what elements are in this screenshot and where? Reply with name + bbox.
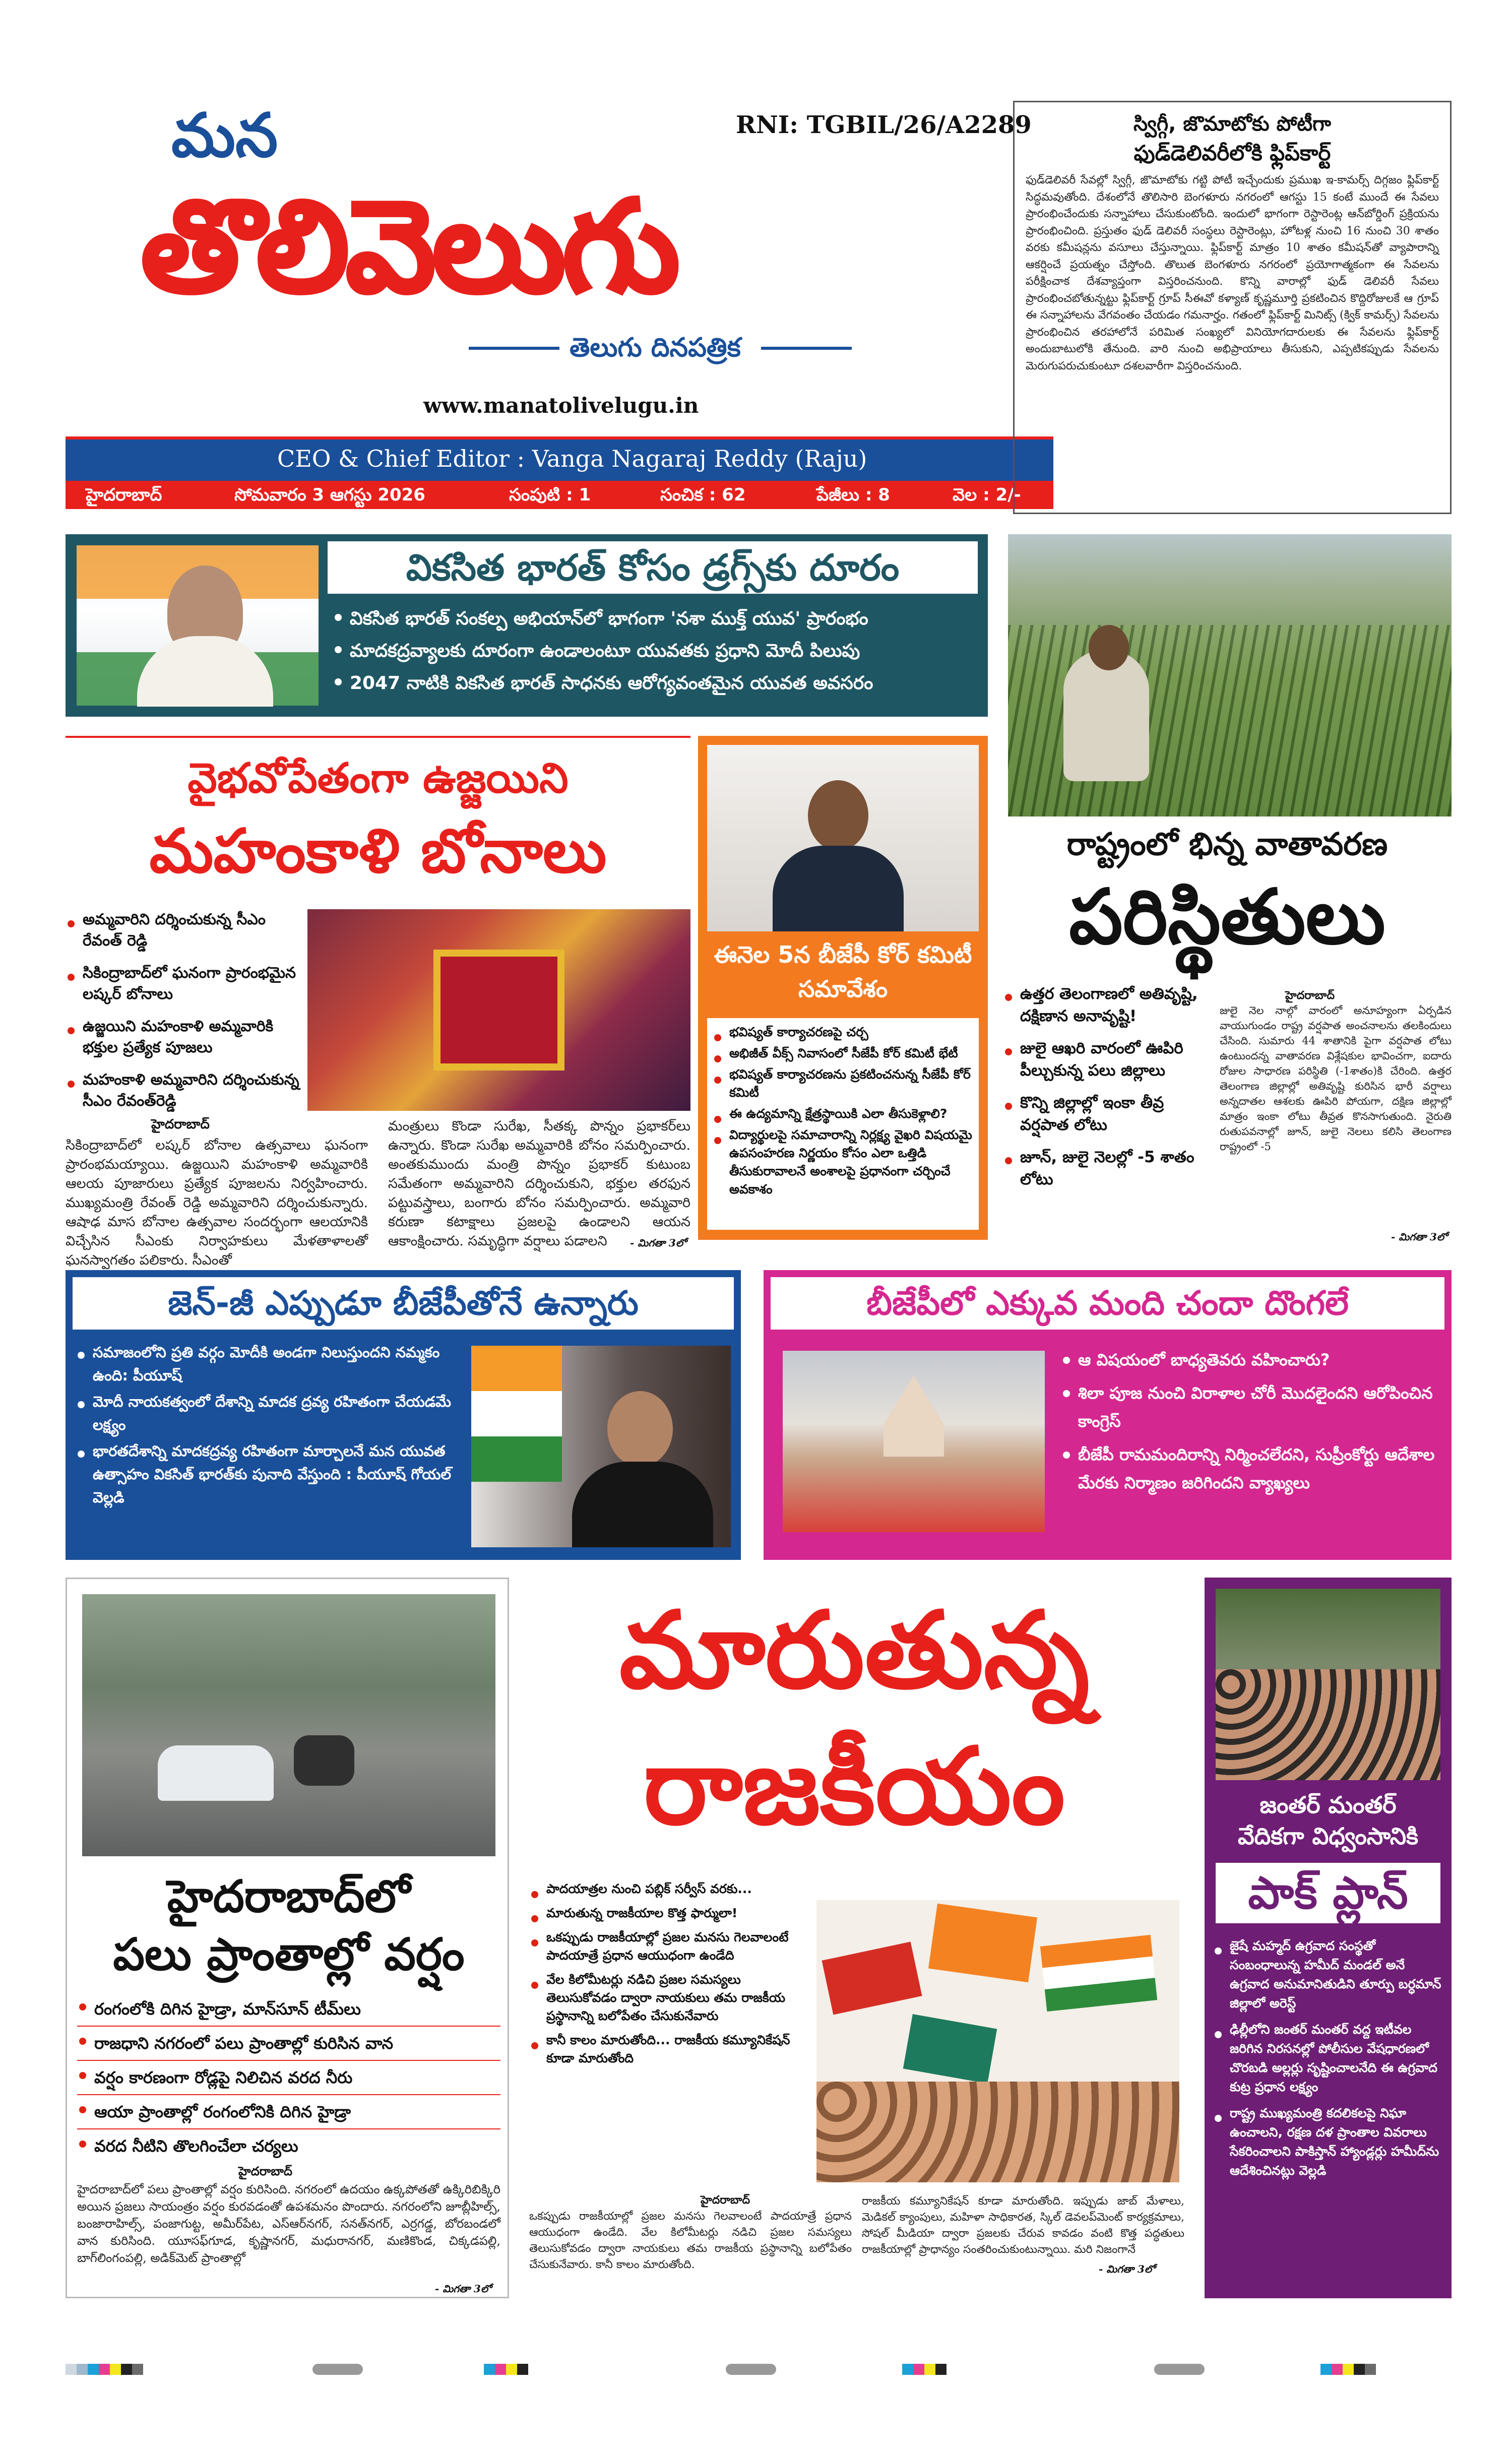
politics-body-col2: రాజకీయ కమ్యూనికేషన్ కూడా మారుతోంది. ఇప్పుడు జాబ్ మేళాలు, మెడికల్ క్యాంపులు, మహిళా సాధికారత, స్కిల్ డెవలప్‌మెంట్ కార్యక్రమాలు, సోషల్ మీడియా ద్వారా ప్రజలకు చేరువ కావడం వంటి కొత్త పద్ధతులు రాజకీయాల్లో ప్రాధాన్యం సంతరించుకుంటున్నాయి. మరి నిజంగానే [862,2195,1184,2256]
list-item: జైషే మహ్మద్ ఉగ్రవాద సంస్థతో సంబంధాలున్న హమీద్ మండల్ అనే ఉగ్రవాద అనుమానితుడిని తూర్పు బర్ధమాన్ జిల్లాలో అరెస్ట్ [1213,1936,1444,2013]
dateline-date: సోమవారం 3 ఆగస్టు 2026 [234,485,425,505]
farmer-head [1089,625,1129,670]
list-item: అభిజీత్ వీక్స్ నివాసంలో సీజేపీ కోర్ కమిటీ భేటీ [712,1044,974,1062]
chief-editor: CEO & Chief Editor : Vanga Nagaraj Reddy (Raju) [277,445,867,472]
rain-street-photo [82,1594,495,1856]
auto-shape [294,1735,354,1786]
dateline-issue: సంచిక : 62 [660,485,746,505]
rain-headline-2: పలు ప్రాంతాల్లో వర్షం [113,1928,465,1980]
crowd [1216,1669,1440,1780]
list-item: మాదకద్రవ్యాలకు దూరంగా ఉండాలంటూ యువతకు ప్రధాని మోదీ పిలుపు [333,635,983,667]
list-item: రంగంలోకి దిగిన హైడ్రా, మాన్‌సూన్ టీమ్‌లు [77,1992,500,2027]
registration-marks [0,2364,1512,2384]
list-item: వికసిత భారత్ సంకల్ప అభియాన్‌లో భాగంగా 'నశా ముక్త్ యువ' ప్రారంభం [333,603,983,635]
weather-headline: పరిస్థితులు [1069,873,1385,961]
pak-plan-kicker-2: వేదికగా విధ్వంసానికి [1237,1822,1419,1850]
politics-bullets [529,1880,791,2067]
list-item: జులై ఆఖరి వారంలో ఊపిరి పీల్చుకున్న పలు జిల్లాలు [1003,1037,1210,1082]
weather-story [1003,816,1452,1250]
portrait-body [137,636,273,707]
genz-banner [66,1270,741,1560]
crowd [816,2082,1179,2182]
party-flags-illustration [816,1900,1179,2182]
cmyk-swatch [1320,2364,1332,2375]
rain-headline-1: హైదరాబాద్‌లో [167,1870,411,1922]
rain-dateline: హైదరాబాద్ [238,2164,292,2178]
list-item: భవిష్యత్ కార్యాచరణపై చర్చ [712,1023,974,1041]
rain-continued: - మిగతా 3లో [435,2283,491,2295]
list-item: 2047 నాటికి వికసిత భారత్ సాధనకు ఆరోగ్యవంతమైన యువత అవసరం [333,667,983,700]
registration-dot [1154,2364,1205,2375]
flag-teal [903,2014,997,2084]
cmyk-swatch [924,2364,935,2375]
list-item: మోదీ నాయకత్వంలో దేశాన్ని మాదక ద్రవ్య రహితంగా చేయడమే లక్ష్యం [76,1390,464,1436]
bjp-meeting-headline: ఈనెల 5న బీజేపీ కోర్ కమిటీ సమావేశం [714,941,972,1002]
rain-bullets [77,1992,500,2163]
cmyk-swatch [1343,2364,1354,2375]
cmyk-swatch [1365,2364,1376,2375]
list-item: వరద నీటిని తొలగించేలా చర్యలు [77,2129,500,2163]
speaker-photo [707,745,979,931]
politics-headline-2: రాజకీయం [643,1725,1065,1848]
list-item: పాదయాత్రల నుంచి పబ్లిక్ సర్వీస్ వరకు... [529,1880,791,1898]
car-shape [158,1745,274,1801]
cmyk-swatch [902,2364,913,2375]
bonalu-bullets [66,909,302,1112]
list-item: ఢిల్లీలోని జంతర్ మంతర్ వద్ద ఇటీవల జరిగిన నిరసనల్లో పోలీసుల వేషధారణలో చొరబడి అల్లర్లు సృష్టించాలనేది ఈ ఉగ్రవాద కుట్ర ప్రధాన లక్ష్యం [1213,2020,1444,2097]
genz-bullets [76,1341,464,1509]
flag-red [822,1941,922,2015]
pak-plan-box [1205,1578,1452,2298]
flag-green [471,1436,562,1482]
flipkart-kicker: స్విగ్గీ, జొమాటోకు పోటీగా [1133,112,1332,136]
dateline-volume: సంపుటి : 1 [509,485,591,505]
pak-plan-kicker-1: జంతర్ మంతర్ [1259,1791,1397,1818]
rni-number: RNI: TGBIL/26/A2289 [736,111,1032,139]
cmyk-swatch [506,2364,517,2375]
bjp-meeting-bullets [707,1018,979,1230]
title-underline [761,347,852,350]
list-item: రాష్ట్ర ముఖ్యమంత్రి కదలికలపై నిఘా ఉంచాలని, రక్షణ దళ ప్రాంతాల వివరాలు సేకరించాలని పాకిస్తాన్ హ్యాండ్లర్లు హమీద్‌ను ఆదేశించినట్లు వెల్లడి [1213,2104,1444,2180]
bjp-meeting-box [698,736,988,1240]
bonalu-kicker: వైభవోపేతంగా ఉజ్జయిని [187,754,569,802]
piyush-goyal-photo [471,1346,731,1547]
speaker-body [773,846,904,931]
registration-dot [312,2364,363,2375]
cmyk-swatch [88,2364,99,2375]
cmyk-swatch [517,2364,528,2375]
editor-bar [66,436,1053,481]
list-item: విద్యార్థులపై సమాచారాన్ని నిర్లక్ష్య వైఖరి విషయమై ఉపసంహరణ నిర్ణయం కోసం ఎలా ఒత్తిడి తీసుకురావాలనే అంశాలపై ప్రధానంగా చర్చించే అవకాశం [712,1126,974,1199]
speaker-head [808,780,868,851]
bonalu-photo [307,909,690,1111]
masthead-prefix: మన [171,101,278,171]
weather-dateline: హైదరాబాద్ [1285,989,1335,1002]
list-item: సమాజంలోని ప్రతి వర్గం మోదీకి అండగా నిలుస్తుందని నమ్మకం ఉంది: పీయూష్ [76,1341,464,1387]
list-item: మారుతున్న రాజకీయాల కొత్త ఫార్ములా! [529,1904,791,1922]
weather-bullets [1003,983,1210,1190]
dateline-pages: పేజీలు : 8 [816,485,890,505]
pak-plan-bullets [1213,1936,1444,2180]
politics-story [519,1578,1189,2298]
weather-continued: - మిగతా 3లో [1391,1231,1447,1243]
list-item: ఆయా ప్రాంతాల్లో రంగంలోనికి దిగిన హైడ్రా [77,2095,500,2129]
list-item: మహంకాళి అమ్మవారిని దర్శించుకున్న సీఎం రేవంత్‌రెడ్డి [66,1070,302,1112]
list-item: భారతదేశాన్ని మాదకద్రవ్య రహితంగా మార్చాలనే మన యువత ఉత్సాహం వికసిత్ భారత్‌కు పునాది వేస్తుంది : పీయూష్ గోయల్ వెల్లడి [76,1439,464,1509]
list-item: భవిష్యత్ కార్యాచరణను ప్రకటించనున్న సీజేపీ కోర్ కమిటీ [712,1065,974,1102]
bonalu-body-col1: సికింద్రాబాద్‌లో లష్కర్ బోనాల ఉత్సవాలు ఘనంగా ప్రారంభమయ్యాయి. ఉజ్జయిని మహంకాళి అమ్మవారికి ఆలయ పూజారులు ప్రత్యేక పూజలను నిర్వహించారు. ముఖ్యమంత్రి రేవంత్ రెడ్డి అమ్మవారిని దర్శించుకున్నారు. ఆషాఢ మాస బోనాల ఉత్సవాల సందర్భంగా ఆలయానికి విచ్చేసిన సీఎంకు నిర్వాహకులు మేళతాళాలతో ఘనస్వాగతం పలికారు. సీఎంతో [66,1138,368,1268]
cmyk-swatch [1354,2364,1365,2375]
chanda-bullets [1061,1346,1444,1497]
weather-kicker: రాష్ట్రంలో భిన్న వాతావరణ [1066,826,1388,862]
flag-saffron [471,1346,562,1391]
cmyk-swatch [99,2364,110,2375]
cmyk-swatch [495,2364,506,2375]
website-url[interactable]: www.manatolivelugu.in [423,393,699,418]
speaker-head [607,1391,673,1467]
bonalu-story [66,736,690,1268]
list-item: ఒకప్పుడు రాజకీయాల్లో ప్రజల మనసు గెలవాలంటే పాదయాత్రే ప్రధాన ఆయుధంగా ఉండేది [529,1928,791,1965]
farmer-field-photo [1008,534,1452,816]
drugs-headline: వికసిత భారత్ కోసం డ్రగ్స్‌కు దూరం [328,541,978,594]
bonalu-headline: మహంకాళి బోనాలు [149,816,607,887]
title-underline [469,347,559,350]
newspaper-title: తొలివెలుగు [141,173,677,320]
flag-white [471,1391,562,1436]
drugs-bullets [333,603,983,700]
flag-green [1040,1935,1157,2011]
dateline-bar [66,481,1053,509]
cmyk-swatch [66,2364,77,2375]
modi-photo [77,545,319,706]
list-item: జూన్, జులై నెలల్లో -5 శాతం లోటు [1003,1146,1210,1190]
politics-continued: - మిగతా 3లో [1099,2263,1155,2275]
list-item: సికింద్రాబాద్‌లో ఘనంగా ప్రారంభమైన లష్కర్ బోనాలు [66,963,302,1005]
bonalu-body-col2: మంత్రులు కొండా సురేఖ, సీతక్క పొన్నం ప్రభాకర్‌లు ఉన్నారు. కొండా సురేఖ అమ్మవారికి బోనం సమర్పించారు. అంతకుముందు మంత్రి పొన్నం ప్రభాకర్ కుటుంబ సమేతంగా అమ్మవారిని దర్శించుకుని, భక్తుల తరఫున పట్టువస్త్రాలు, బంగారు బోనం సమర్పించారు. అమ్మవారి కరుణా కటాక్షాలు ప్రజలపై ఉండాలని ఆయన ఆకాంక్షించారు. సమృద్ధిగా వర్షాలు పడాలని [388,1118,690,1249]
registration-dot [726,2364,776,2375]
cmyk-swatch [1332,2364,1343,2375]
cmyk-swatch [77,2364,88,2375]
ram-mandir-photo [783,1351,1045,1532]
list-item: కొన్ని జిల్లాల్లో ఇంకా తీవ్ర వర్షపాత లోటు [1003,1092,1210,1136]
deity-frame [433,950,564,1071]
cmyk-swatch [935,2364,947,2375]
cmyk-swatch [110,2364,121,2375]
flag-saffron [928,1904,1037,1983]
politics-dateline: హైదరాబాద్ [701,2193,750,2207]
list-item: ఈ ఉద్యమాన్ని క్షేత్రస్థాయికి ఎలా తీసుకెళ్లాలి? [712,1105,974,1123]
flipkart-headline: ఫుడ్‌డెలివరీలోకి ఫ్లిప్‌కార్ట్ [1133,141,1331,165]
flipkart-body: ఫుడ్‌డెలివరీ సేవల్లో స్విగ్గీ, జొమాటోకు గట్టి పోటీ ఇచ్చేందుకు ప్రముఖ ఇ-కామర్స్ దిగ్గజం ఫ్లిప్‌కార్ట్ సిద్ధమవుతోంది. దేశంలోనే తొలిసారి బెంగళూరు నగరంలో ఆగస్టు 15 కంటే ముందే ఈ సేవలు ప్రారంభించేందుకు సన్నాహాలు చేసుకుంటోంది. ఇందులో భాగంగా రెస్టారెంట్ల ఆన్‌బోర్డింగ్ ప్రక్రియను ప్రారంభించింది. ప్రస్తుతం ఫుడ్ డెలివరీ సంస్థలు రెస్టారెంట్లు, హోటళ్ల నుంచి 16 నుంచి 30 శాతం వరకు కమీషన్లను వసూలు చేస్తున్నాయి. ఫ్లిప్‌కార్ట్ మాత్రం 10 శాతం కమీషన్‌తో వ్యాపారాన్ని ఆకర్షించే ప్రయత్నం చేస్తోంది. తొలుత బెంగళూరు నగరంలో ప్రయోగాత్మకంగా ఈ సేవలను పరీక్షించాక దేశవ్యాప్తంగా విస్తరించనుంది. కొన్ని వారాల్లో ఫుడ్ డెలివరీ సేవలు ప్రారంభించబోతున్నట్టు ఫ్లిప్‌కార్ట్ గ్రూప్ సీఈవో కళ్యాణ్ కృష్ణమూర్తి ప్రకటించిన కొద్దిరోజులకే ఆ గ్రూప్ ఈ సన్నాహాలను వేగవంతం చేయడం గమనార్హం. గతంలో ఫ్లిప్‌కార్ట్ మినిట్స్ (క్విక్ కామర్స్) సేవలను ప్రారంభించిన తరహాలోనే పరిమిత సంఖ్యలో వినియోగదారులకు ఈ సేవలను ఫ్లిప్‌కార్ట్ అందుబాటులోకి తేనుంది. వారి నుంచి అభిప్రాయాలు తీసుకుని, ఎప్పటికప్పుడు సేవలను మెరుగుపరుచుకుంటూ దశలవారీగా విస్తరించనుంది. [1026,174,1439,372]
cmyk-swatch [132,2364,143,2375]
list-item: ఆ విషయంలో బాధ్యతెవరు వహించారు? [1061,1346,1444,1374]
chanda-banner [764,1270,1452,1560]
list-item: అమ్మవారిని దర్శించుకున్న సీఎం రేవంత్ రెడ్డి [66,909,302,952]
cmyk-swatch [913,2364,924,2375]
list-item: ఉజ్జయిని మహంకాళి అమ్మవారికి భక్తుల ప్రత్యేక పూజలు [66,1016,302,1058]
cmyk-swatch [484,2364,495,2375]
list-item: కానీ కాలం మారుతోంది... రాజకీయ కమ్యూనికేషన్ కూడా మారుతోంది [529,2031,791,2067]
temple-shape [884,1376,944,1457]
list-item: బీజేపీ రామమందిరాన్ని నిర్మించలేదని, సుప్రీంకోర్టు ఆదేశాల మేరకు నిర్మాణం జరిగిందని వ్యాఖ్యలు [1061,1440,1444,1497]
list-item: ఉత్తర తెలంగాణలో అతివృష్టి, దక్షిణాన అనావృష్టి! [1003,983,1210,1027]
bonalu-dateline: హైదరాబాద్ [151,1117,210,1132]
pak-plan-headline: పాక్ ప్లాన్ [1216,1863,1440,1923]
flipkart-story [1013,101,1452,514]
list-item: శిలా పూజ నుంచి విరాళాల చోరీ మొదలైందని ఆరోపించిన కాంగ్రెస్ [1061,1379,1444,1435]
list-item: వర్షం కారణంగా రోడ్లపై నిలిచిన వరద నీరు [77,2061,500,2095]
speaker-body [572,1462,713,1547]
chanda-headline: బీజేపీలో ఎక్కువ మంది చందా దొంగలే [771,1277,1444,1330]
politics-body-col1: ఒకప్పుడు రాజకీయాల్లో ప్రజల మనసు గెలవాలంటే పాదయాత్రే ప్రధాన ఆయుధంగా ఉండేది. వేల కిలోమీటర్లు నడిచి ప్రజల సమస్యలు తెలుసుకోవడం ద్వారా నాయకులు తమ రాజకీయ ప్రస్థానాన్ని బలోపేతం చేసుకునేవారు. కానీ కాలం మారుతోంది. [529,2210,852,2271]
dateline-price: వెల : 2/- [953,485,1021,505]
bonalu-continued: - మిగతా 3లో [630,1237,686,1249]
rain-body: హైదరాబాద్‌లో పలు ప్రాంతాల్లో వర్షం కురిసింది. నగరంలో ఉదయం ఉక్కపోతతో ఉక్కిరిబిక్కిరి అయిన ప్రజలు సాయంత్రం వర్షం కురవడంతో ఉపశమనం పొందారు. నగరంలోని జూబ్లీహిల్స్, బంజారాహిల్స్, పంజాగుట్ట, అమీర్‌పేట, ఎస్‌ఆర్‌నగర్, సనత్‌నగర్, ఎర్రగడ్డ, బోరబండలో వాన కురిసింది. యూసఫ్‌గూడ, కృష్ణానగర్, మధురానగర్, మణికొండ, చిక్కడపల్లి, బాగ్‌లింగంపల్లి, అడిక్‌మెట్ ప్రాంతాల్లో [77,2182,500,2265]
weather-body: జులై నెల నాల్గో వారంలో అనూహ్యంగా ఏర్పడిన వాయుగుండం రాష్ట్ర వర్షపాత అంచనాలను తలకిందులు చేసింది. సుమారు 44 శాతానికి పైగా వర్షపాత లోటు ఉంటుందన్న వాతావరణ విశ్లేషకుల భావించగా, ఐదారు రోజుల సాధారణ పరిస్థితి (-1శాతం)కి చేరింది. ఉత్తర తెలంగాణ జిల్లాల్లో అతివృష్టి కురిసిన భారీ వర్షాలు అన్నదాతల ఆశలకు ఊపిరి పోయగా, దక్షిణ జిల్లాల్లో మాత్రం ఇంకా లోటు తీవ్రత కొనసాగుతుంది. నైరుతి రుతుపవనాల్లో జూన్, జులై నెలలు కలిసి తెలంగాణ రాష్ట్రంలో -5 [1220,1004,1452,1153]
dateline-city: హైదరాబాద్ [86,485,162,505]
list-item: వేల కిలోమీటర్లు నడిచి ప్రజల సమస్యలు తెలుసుకోవడం ద్వారా నాయకులు తమ రాజకీయ ప్రస్థానాన్ని బలోపేతం చేసుకునేవారు [529,1971,791,2025]
rain-story [66,1578,509,2298]
list-item: రాజధాని నగరంలో పలు ప్రాంతాల్లో కురిసిన వాన [77,2027,500,2061]
politics-headline-1: మారుతున్న [619,1589,1090,1712]
cmyk-swatch [121,2364,132,2375]
drugs-banner [66,534,988,717]
genz-headline: జెన్-జీ ఎప్పుడూ బీజేపీతోనే ఉన్నారు [73,1277,734,1330]
protest-crowd-photo [1216,1589,1440,1780]
newspaper-subtitle: తెలుగు దినపత్రిక [570,333,741,363]
